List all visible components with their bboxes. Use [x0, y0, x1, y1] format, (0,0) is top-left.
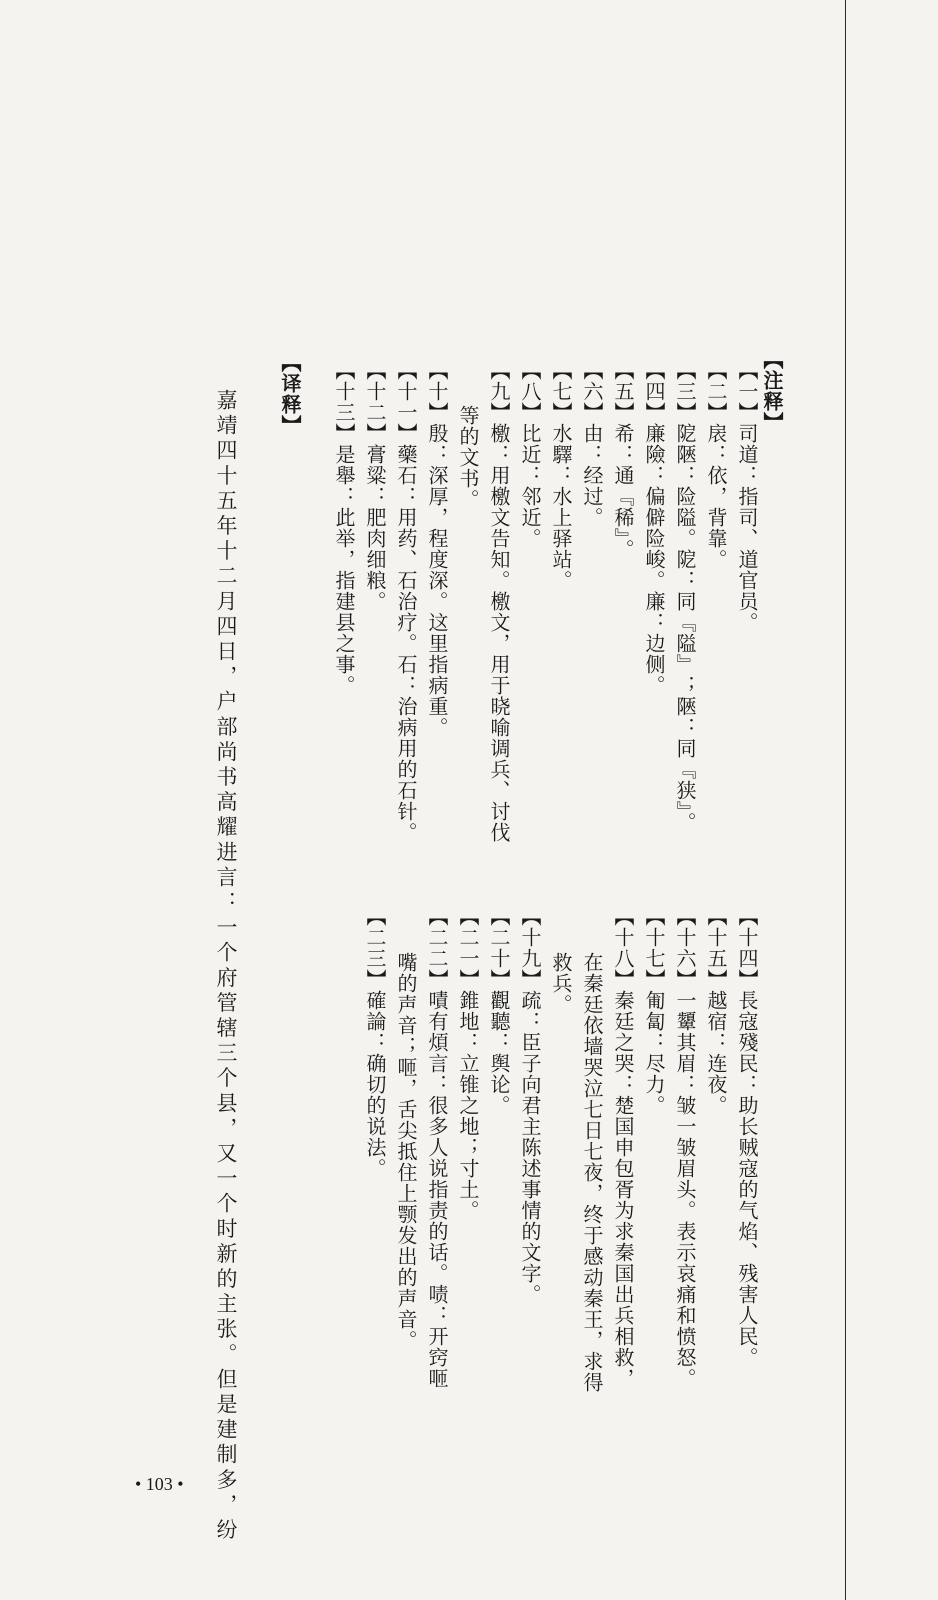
- translation-paragraph: 嘉靖四十五年十二月四日，户部尚书高耀进言：一个府管辖三个县，又一个时新的主张。但是建制多，纷: [214, 389, 238, 1544]
- note-item-17: 【十七】匍匐：尽力。: [642, 906, 666, 1116]
- note-item-21: 【二一】錐地：立锥之地；寸土。: [456, 906, 480, 1221]
- note-item-16: 【十六】一顰其眉：皱一皱眉头。表示哀痛和愤怒。: [673, 906, 697, 1389]
- note-item-7: 【七】水驛：水上驿站。: [549, 360, 573, 591]
- note-item-18-cont-2: 救兵。: [549, 952, 573, 1015]
- page-edge-line: [845, 0, 846, 1600]
- page-number: • 103 •: [135, 1474, 184, 1494]
- note-item-22: 【二二】嘖有煩言：很多人说指责的话。啧：开窍咂: [425, 906, 449, 1389]
- note-item-12: 【十二】膏粱：肥肉细粮。: [363, 360, 387, 612]
- note-item-9-cont: 等的文书。: [456, 405, 480, 510]
- note-item-22-cont: 嘴的声音；咂，舌尖抵住上颚发出的声音。: [394, 952, 418, 1351]
- note-item-11: 【十一】藥石：用药、石治疗。石：治病用的石针。: [394, 360, 418, 843]
- note-item-4: 【四】廉險：偏僻险峻。廉：边侧。: [642, 360, 666, 696]
- note-item-9: 【九】檄：用檄文告知。檄文，用于晓喻调兵、讨伐: [487, 360, 511, 843]
- note-item-3: 【三】阸陿：险隘。阸：同『隘』；陿：同『狭』。: [673, 360, 697, 833]
- note-item-5: 【五】希：通『稀』。: [611, 360, 635, 560]
- note-item-18: 【十八】秦廷之哭：楚国申包胥为求秦国出兵相救，: [611, 906, 635, 1389]
- note-item-1: 【一】司道：指司、道官员。: [735, 360, 759, 633]
- note-item-20: 【二十】觀聽：舆论。: [487, 906, 511, 1116]
- note-item-19: 【十九】疏：臣子向君主陈述事情的文字。: [518, 906, 542, 1305]
- note-item-8: 【八】比近：邻近。: [518, 360, 542, 549]
- note-item-23: 【二三】確論：确切的说法。: [363, 906, 387, 1179]
- translation-heading: 【译释】: [278, 352, 302, 436]
- note-item-18-cont-1: 在秦廷依墙哭泣七日七夜，终于感动秦王，求得: [580, 952, 604, 1393]
- note-item-2: 【二】扆：依，背靠。: [704, 360, 728, 570]
- note-item-6: 【六】由：经过。: [580, 360, 604, 528]
- note-item-15: 【十五】越宿：连夜。: [704, 906, 728, 1116]
- note-item-14: 【十四】長寇殘民：助长贼寇的气焰、残害人民。: [735, 906, 759, 1368]
- notes-heading: 【注释】: [760, 349, 784, 433]
- note-item-10: 【十】殷：深厚，程度深。这里指病重。: [425, 360, 449, 738]
- note-item-13: 【十三】是舉：此举，指建县之事。: [332, 360, 356, 696]
